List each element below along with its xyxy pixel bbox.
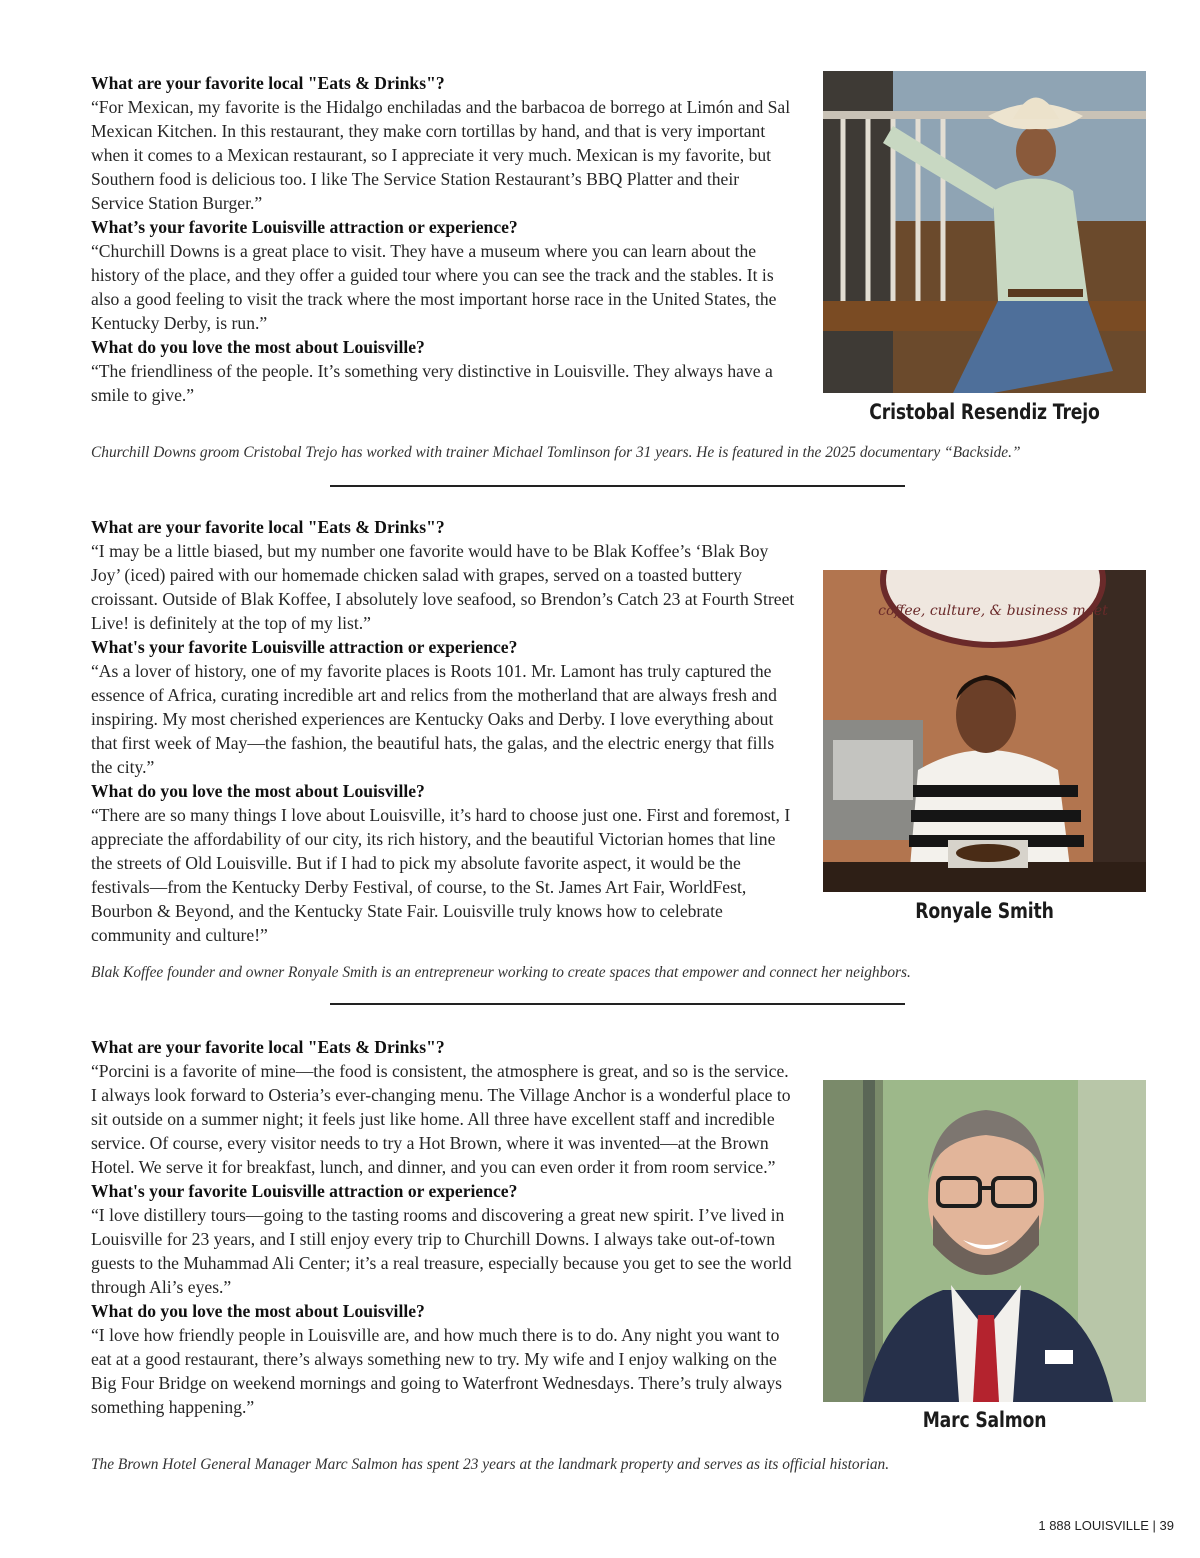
question: What are your favorite local "Eats & Drinks"? [91, 1037, 445, 1057]
question: What are your favorite local "Eats & Drinks"? [91, 73, 445, 93]
question: What do you love the most about Louisville? [91, 1301, 425, 1321]
question: What are your favorite local "Eats & Drinks"? [91, 517, 445, 537]
answer: “The friendliness of the people. It’s something very distinctive in Louisville. They always have a smile to give.” [91, 361, 773, 405]
qa-block-3 [91, 1035, 796, 1419]
person-name: Cristobal Resendiz Trejo [869, 400, 1100, 424]
cafe-sign-text: coffee, culture, & business meet [878, 603, 1108, 619]
answer: “Churchill Downs is a great place to visit. They have a museum where you can learn about the history of the place, and they offer a guided tour where you can see the track and the stables. It is also a good feeling to visit the track where the most important horse race in the United States, the Kentucky Derby, is run.” [91, 241, 777, 333]
question: What do you love the most about Louisville? [91, 781, 425, 801]
question: What’s your favorite Louisville attraction or experience? [91, 217, 518, 237]
qa-block-1 [91, 71, 796, 407]
answer: “For Mexican, my favorite is the Hidalgo enchiladas and the barbacoa de borrego at Limón and Sal Mexican Kitchen. In this restaurant, they make corn tortillas by hand, and that is very important when it comes to a Mexican restaurant, so I appreciate it very much. Mexican is my favorite, but Southern food is delicious too. I like The Service Station Restaurant’s BBQ Platter and their Service Station Burger.” [91, 97, 791, 213]
question: What do you love the most about Louisville? [91, 337, 425, 357]
answer: “As a lover of history, one of my favorite places is Roots 101. Mr. Lamont has truly captured the essence of Africa, curating incredible art and relics from the motherland that are always fresh and inspiring. My most cherished experiences are Kentucky Oaks and Derby. I love everything about that first week of May—the fashion, the beautiful hats, the galas, and the electric energy that fills the city.” [91, 661, 777, 777]
question: What's your favorite Louisville attraction or experience? [91, 637, 518, 657]
question: What's your favorite Louisville attraction or experience? [91, 1181, 518, 1201]
photo-caption: Churchill Downs groom Cristobal Trejo has worked with trainer Michael Tomlinson for 31 years. He is featured in the 2025 documentary “Backside.” [91, 444, 1021, 461]
answer: “I love distillery tours—going to the tasting rooms and discovering a great new spirit. I’ve lived in Louisville for 23 years, and I still enjoy every trip to Churchill Downs. I always take out-of-town guests to the Muhammad Ali Center; it’s a real treasure, especially because you get to see the world through Ali’s eyes.” [91, 1205, 792, 1297]
answer: “I may be a little biased, but my number one favorite would have to be Blak Koffee’s ‘Blak Boy Joy’ (iced) paired with our homemade chicken salad with grapes, served on a toasted buttery croissant. Outside of Blak Koffee, I absolutely love seafood, so Brendon’s Catch 23 at Fourth Street Live! is definitely at the top of my list.” [91, 541, 795, 633]
photo-caption: Blak Koffee founder and owner Ronyale Smith is an entrepreneur working to create spaces that empower and connect her neighbors. [91, 964, 911, 981]
portrait-photo-cristobal [823, 71, 1146, 393]
answer: “I love how friendly people in Louisville are, and how much there is to do. Any night you want to eat at a good restaurant, there’s always something new to try. My wife and I enjoy walking on the Big Four Bridge on weekend mornings and going to Waterfront Wednesdays. There’s truly always something happening.” [91, 1325, 783, 1417]
portrait-photo-marc [823, 1080, 1146, 1402]
portrait-photo-ronyale [823, 570, 1146, 892]
answer: “There are so many things I love about Louisville, it’s hard to choose just one. First and foremost, I appreciate the affordability of our city, its rich history, and the beautiful Victorian homes that line the streets of Old Louisville. But if I had to pick my absolute favorite aspect, it would be the festivals—from the Kentucky Derby Festival, of course, to the St. James Art Fair, WorldFest, Bourbon & Beyond, and the Kentucky State Fair. Louisville truly knows how to celebrate community and culture!” [91, 805, 791, 945]
photo-caption: The Brown Hotel General Manager Marc Salmon has spent 23 years at the landmark property and serves as its official historian. [91, 1456, 890, 1473]
person-name: Ronyale Smith [915, 899, 1054, 923]
page-footer: 1 888 LOUISVILLE | 39 [1038, 1518, 1174, 1533]
answer: “Porcini is a favorite of mine—the food is consistent, the atmosphere is great, and so is the service. I always look forward to Osteria’s ever-changing menu. The Village Anchor is a wonderful place to sit outside on a summer night; it feels just like home. All three have excellent staff and incredible service. Of course, every visitor needs to try a Hot Brown, where it was invented—at the Brown Hotel. We serve it for breakfast, lunch, and dinner, and you can even order it from room service.” [91, 1061, 791, 1177]
section-divider [330, 1003, 905, 1005]
qa-block-2 [91, 515, 796, 947]
person-name: Marc Salmon [922, 1408, 1047, 1432]
section-divider [330, 485, 905, 487]
